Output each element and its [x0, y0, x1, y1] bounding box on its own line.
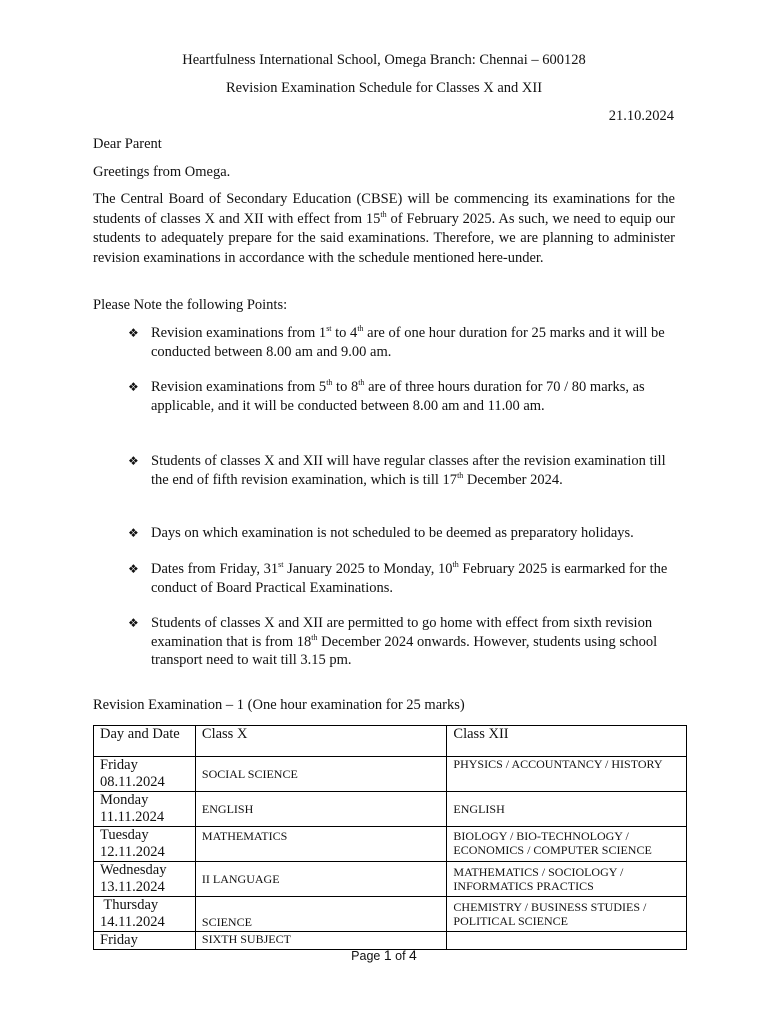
day-date-cell [94, 862, 196, 897]
day-text: Monday [100, 792, 149, 808]
letter-date: 21.10.2024 [608, 108, 674, 124]
point-sup: th [311, 632, 318, 642]
diamond-bullet-icon: ❖ [128, 326, 139, 340]
intro-sup: th [380, 209, 387, 219]
date-text: 13.11.2024 [100, 879, 165, 895]
point-sup: th [452, 560, 459, 570]
point-sup: st [278, 560, 284, 570]
column-header: Class X [195, 726, 447, 757]
schedule-heading: Revision Examination Schedule for Classes X and XII [225, 80, 543, 96]
class-xii-cell: CHEMISTRY / BUSINESS STUDIES / POLITICAL SCIENCE [447, 897, 687, 932]
point-sup: th [357, 324, 364, 334]
point-item [128, 452, 668, 489]
day-date-cell [94, 792, 196, 827]
class-xii-cell: ENGLISH [447, 792, 687, 827]
table-row [94, 862, 687, 897]
diamond-bullet-icon: ❖ [128, 526, 139, 540]
page-footer [0, 947, 768, 963]
date-text: 14.11.2024 [100, 914, 165, 930]
point-item [128, 614, 668, 670]
point-item [128, 378, 668, 415]
date-text: 12.11.2024 [100, 844, 165, 860]
diamond-bullet-icon: ❖ [128, 380, 139, 394]
schedule-table [93, 725, 687, 950]
point-text: Days on which examination is not scheduled to be deemed as preparatory holidays. [151, 525, 634, 541]
class-xii-cell: BIOLOGY / BIO-TECHNOLOGY / ECONOMICS / COMPUTER SCIENCE [447, 827, 687, 862]
point-item [128, 524, 668, 543]
table-row [94, 792, 687, 827]
table-row [94, 827, 687, 862]
schedule-table-title: Revision Examination – 1 (One hour examination for 25 marks) [93, 697, 465, 713]
point-text: to 8 [332, 379, 359, 395]
table-row [94, 897, 687, 932]
diamond-bullet-icon: ❖ [128, 616, 139, 630]
table-row [94, 757, 687, 792]
point-text: Students of classes X and XII are permitted to go home with effect from sixth revision examination that is from 18 [151, 615, 653, 650]
class-xii-cell: PHYSICS / ACCOUNTANCY / HISTORY [447, 757, 687, 792]
point-sup: th [326, 378, 333, 388]
school-heading: Heartfulness International School, Omega Branch: Chennai – 600128 [182, 52, 586, 68]
diamond-bullet-icon: ❖ [128, 562, 139, 576]
point-sup: th [457, 470, 464, 480]
greeting: Greetings from Omega. [93, 164, 231, 180]
table-header-row [94, 726, 687, 757]
point-sup: st [326, 324, 332, 334]
point-text: are of three hours duration for 70 / 80 marks, as applicable, and it will be conducted between 8.00 am and 11.00 am. [151, 379, 645, 414]
point-text: Students of classes X and XII will have regular classes after the revision examination till the end of fifth revision examination, which is till 17 [151, 453, 666, 488]
class-x-cell: ENGLISH [195, 792, 447, 827]
column-header: Day and Date [94, 726, 196, 757]
day-text: Thursday [100, 897, 159, 913]
day-date-cell [94, 757, 196, 792]
point-item [128, 560, 668, 597]
point-text: Revision examinations from 1 [151, 325, 327, 341]
page-number: 1 [383, 947, 392, 963]
point-text: December 2024 onwards. However, students using school transport need to wait till 3.15 pm. [151, 633, 658, 668]
day-date-cell [94, 827, 196, 862]
date-text: 08.11.2024 [100, 774, 165, 790]
class-x-cell: MATHEMATICS [195, 827, 447, 862]
intro-text-a: The Central Board of Secondary Education (CBSE) will be commencing its examinations for the students of classes X and XII with effect from 15 [93, 191, 675, 227]
class-x-cell: SOCIAL SCIENCE [195, 757, 447, 792]
diamond-bullet-icon: ❖ [128, 454, 139, 468]
point-text: Revision examinations from 5 [151, 379, 327, 395]
day-text: Friday [100, 932, 138, 948]
point-text: are of one hour duration for 25 marks and it will be conducted between 8.00 am and 9.00 am. [151, 325, 665, 360]
class-xii-cell: MATHEMATICS / SOCIOLOGY / INFORMATICS PRACTICS [447, 862, 687, 897]
column-header: Class XII [447, 726, 687, 757]
day-text: Friday [100, 757, 138, 773]
date-text: 11.11.2024 [100, 809, 165, 825]
point-item [128, 324, 668, 361]
day-text: Tuesday [100, 827, 149, 843]
class-x-cell: SIXTH SUBJECT [195, 932, 447, 950]
point-text: December 2024. [463, 471, 563, 488]
day-text: Wednesday [100, 862, 167, 878]
of-word: of [395, 949, 406, 963]
day-date-cell [94, 897, 196, 932]
point-text: to 4 [331, 325, 358, 341]
point-text: January 2025 to Monday, 10 [283, 561, 453, 577]
page-total: 4 [409, 947, 417, 963]
point-text: February 2025 is earmarked for the conduct of Board Practical Examinations. [151, 561, 668, 596]
page-word: Page [351, 949, 381, 963]
point-sup: th [358, 378, 365, 388]
salutation: Dear Parent [93, 136, 162, 152]
class-x-cell: II LANGUAGE [195, 862, 447, 897]
class-x-cell: SCIENCE [195, 897, 447, 932]
point-text: Dates from Friday, 31 [151, 561, 279, 577]
points-heading: Please Note the following Points: [93, 297, 288, 313]
intro-text-b: of February 2025. As such, we need to equip our students to adequately prepare for the said examinations. Therefore, we are planning to administer revision examinations in accordance with the schedule mentioned here-under. [93, 210, 675, 266]
intro-paragraph [93, 190, 675, 268]
